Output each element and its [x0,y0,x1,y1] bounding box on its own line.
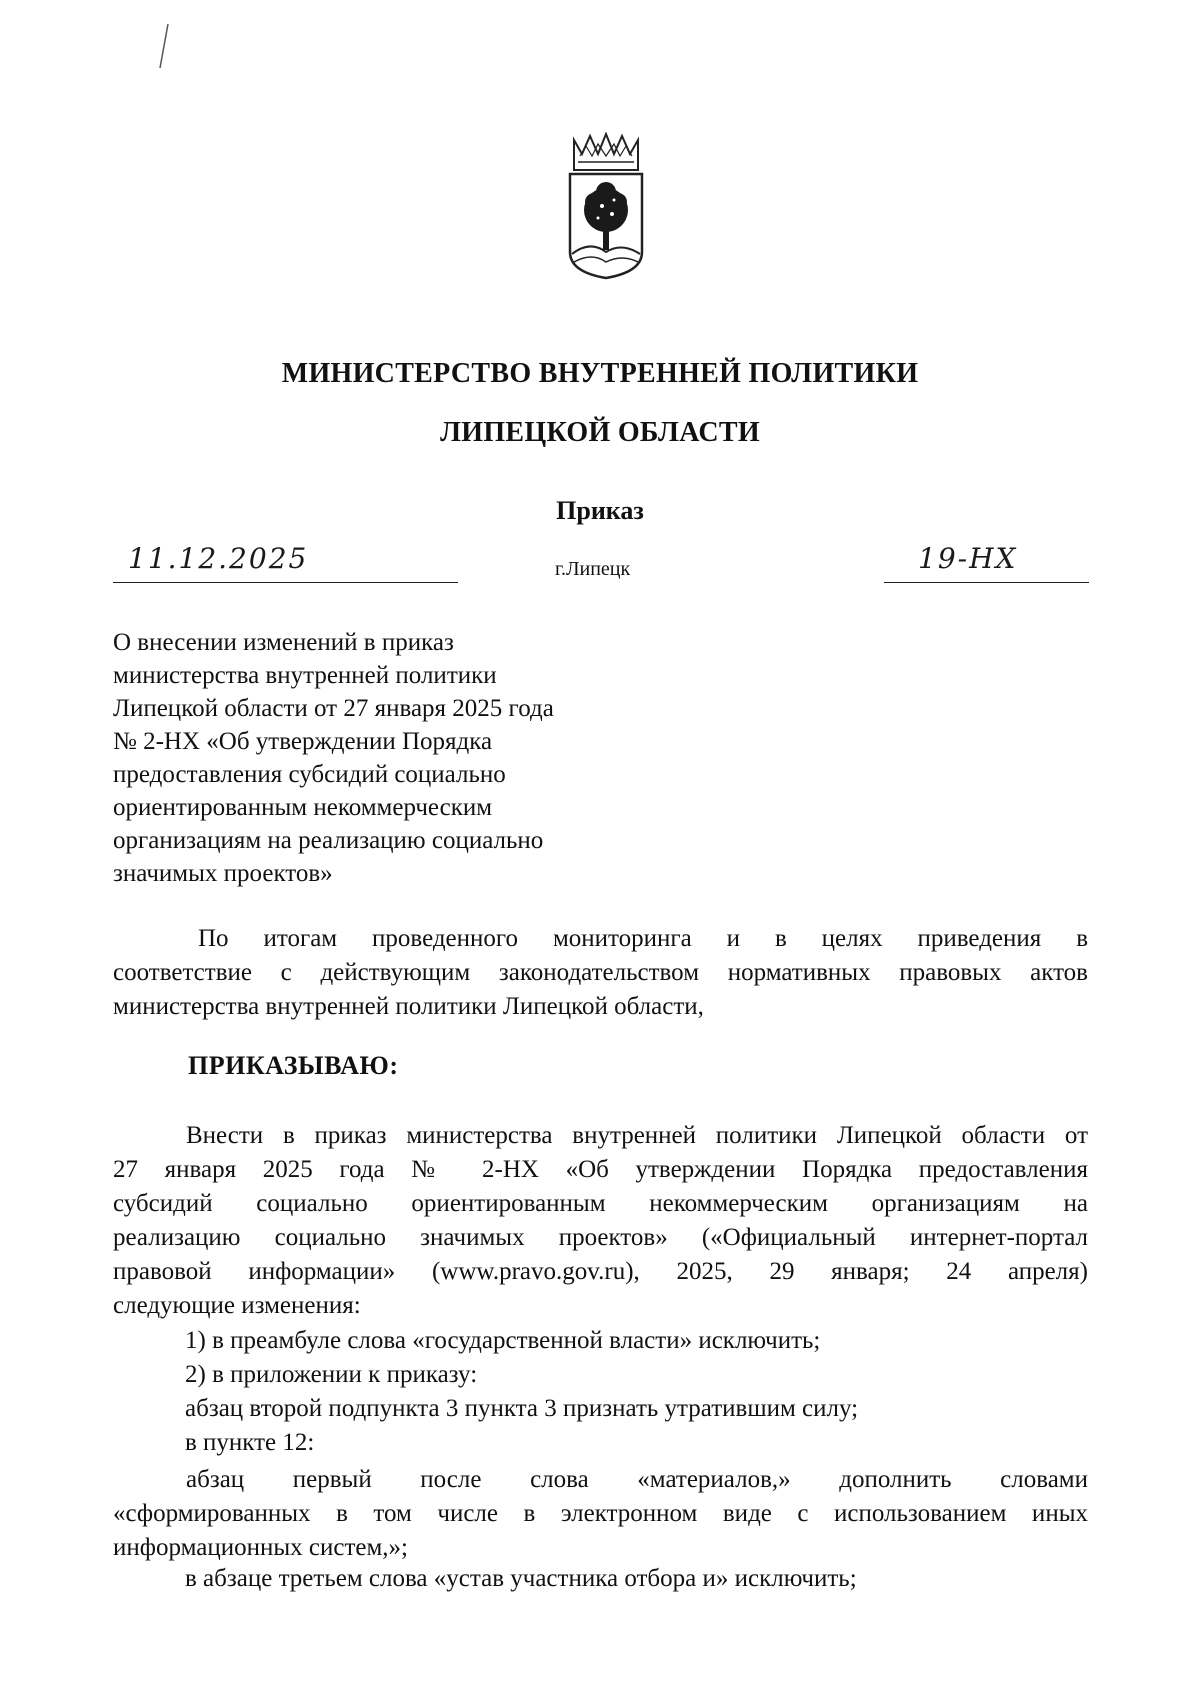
body-line: субсидий социально ориентированным некоммерческим организациям на [113,1190,1088,1217]
coat-of-arms-icon [566,132,646,280]
list-item: 2) в приложении к приказу: [185,1361,478,1388]
list-item: абзац второй подпункта 3 пункта 3 признать утратившим силу; [185,1395,859,1422]
amendment-line: информационных систем,»; [113,1534,408,1561]
subject-line: Липецкой области от 27 января 2025 года [113,695,554,722]
order-directive: ПРИКАЗЫВАЮ: [188,1051,399,1080]
amendment-paragraph [113,1463,1088,1565]
order-subject [113,626,673,890]
preamble-line: министерства внутренней политики Липецкой области, [113,993,704,1020]
order-number: 19-НХ [918,542,1018,575]
amendment-line: «сформированных в том числе в электронном виде с использованием иных [113,1500,1088,1527]
subject-line: предоставления субсидий социально [113,761,506,788]
body-line: реализацию социально значимых проектов» («Официальный интернет-портал [113,1224,1088,1251]
preamble-line: По итогам проведенного мониторинга и в целях приведения в [198,925,1088,952]
preamble-line: соответствие с действующим законодательством нормативных правовых актов [113,959,1088,986]
city: г.Липецк [555,558,631,580]
body-line: 27 января 2025 года № 2-НХ «Об утверждении Порядка предоставления [113,1156,1088,1183]
body-line: правовой информации» (www.pravo.gov.ru), 2025, 29 января; 24 апреля) [113,1258,1088,1285]
list-item: в пункте 12: [185,1429,315,1456]
ministry-name-line2: ЛИПЕЦКОЙ ОБЛАСТИ [440,417,760,448]
number-underline [884,582,1089,583]
ministry-name-line1: МИНИСТЕРСТВО ВНУТРЕННЕЙ ПОЛИТИКИ [281,358,919,389]
list-item: 1) в преамбуле слова «государственной власти» исключить; [185,1327,821,1354]
body-paragraph [113,1119,1088,1323]
body-line: Внести в приказ министерства внутренней политики Липецкой области от [186,1122,1088,1149]
subject-line: значимых проектов» [113,860,333,887]
subject-line: министерства внутренней политики [113,662,497,689]
amendment-line: абзац первый после слова «материалов,» дополнить словами [186,1466,1088,1493]
subject-line: № 2-НХ «Об утверждении Порядка [113,728,493,755]
subject-line: ориентированным некоммерческим [113,794,493,821]
preamble-paragraph [113,922,1088,1024]
date-underline [113,582,458,583]
order-date: 11.12.2025 [128,542,309,575]
subject-line: организациям на реализацию социально [113,827,544,854]
document-type: Приказ [556,496,644,525]
pen-stroke-mark [150,22,180,72]
list-item: в абзаце третьем слова «устав участника отбора и» исключить; [185,1565,857,1592]
body-line: следующие изменения: [113,1292,361,1319]
subject-line: О внесении изменений в приказ [113,629,454,656]
